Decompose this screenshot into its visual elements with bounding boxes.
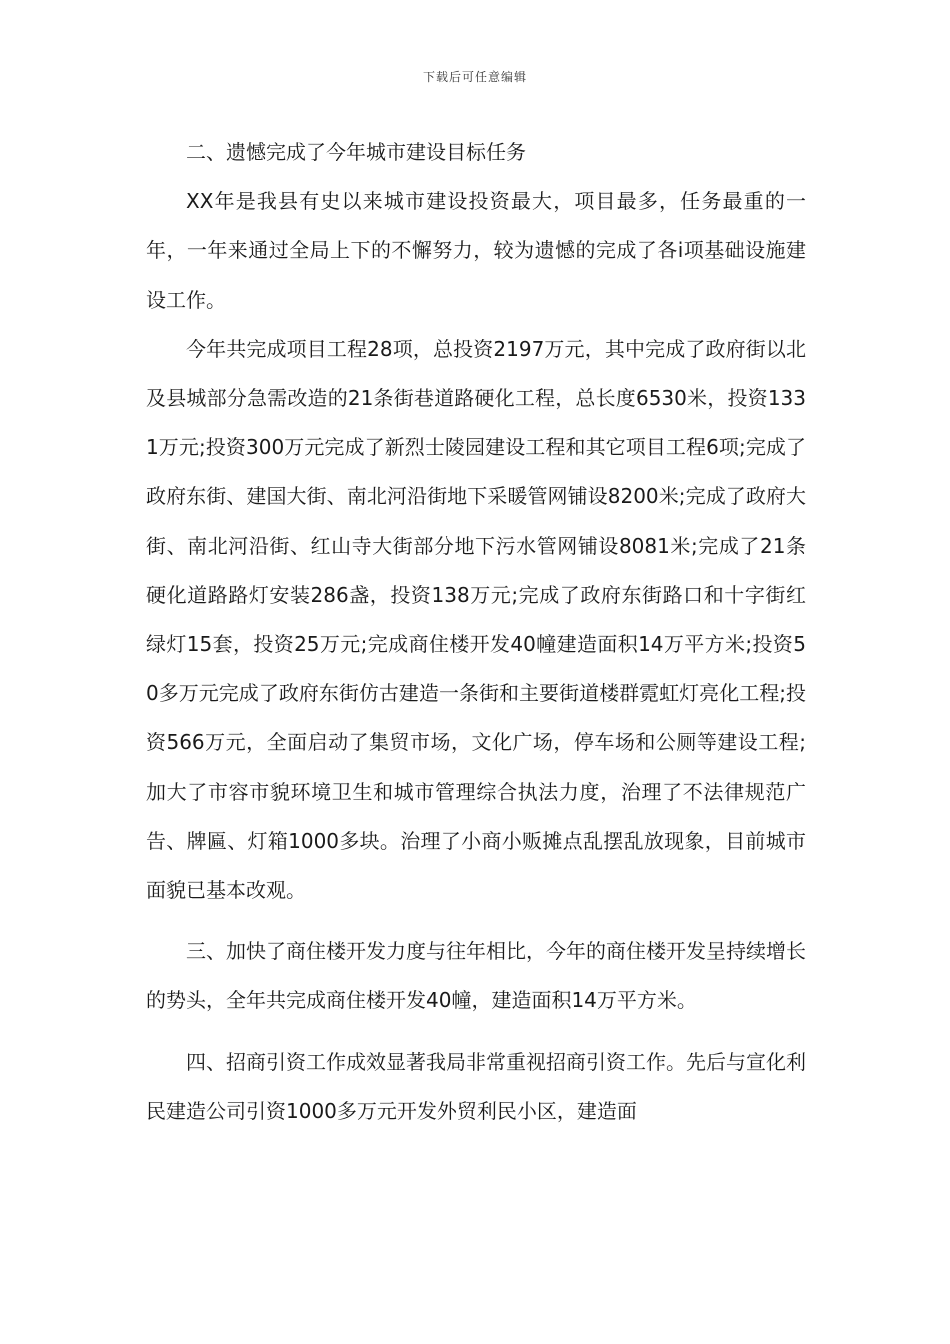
- header-note: 下载后可任意编辑: [422, 70, 527, 84]
- section-heading-2: 二、遗憾完成了今年城市建设目标任务: [186, 140, 526, 164]
- paragraph-section-4: 四、招商引资工作成效显著我局非常重视招商引资工作。先后与宣化利民建造公司引资1000多万元开发外贸利民小区，建造面: [146, 1049, 806, 1123]
- document-body: [146, 128, 806, 1136]
- paragraph-section-3: 三、加快了商住楼开发力度与往年相比，今年的商住楼开发呈持续增长的势头，全年共完成商住楼开发40幢，建造面积14万平方米。: [146, 939, 806, 1013]
- paragraph-projects: 今年共完成项目工程28项，总投资2197万元，其中完成了政府街以北及县城部分急需改造的21条街巷道路硬化工程，总长度6530米，投资1331万元;投资300万元完成了新烈士陵园建设工程和其它项目工程6项;完成了政府东街、建国大街、南北河沿街地下采暖管网铺设8200米;完成了政府大街、南北河沿街、红山寺大街部分地下污水管网铺设8081米;完成了21条硬化道路路灯安装286盏，投资138万元;完成了政府东街路口和十字街红绿灯15套，投资25万元;完成商住楼开发40幢建造面积14万平方米;投资50多万元完成了政府东街仿古建造一条街和主要街道楼群霓虹灯亮化工程;投资566万元，全面启动了集贸市场，文化广场，停车场和公厕等建设工程;加大了市容市貌环境卫生和城市管理综合执法力度，治理了不法律规范广告、牌匾、灯箱1000多块。治理了小商小贩摊点乱摆乱放现象，目前城市面貌已基本改观。: [146, 336, 806, 903]
- paragraph-intro: XX年是我县有史以来城市建设投资最大，项目最多，任务最重的一年，一年来通过全局上下的不懈努力，较为遗憾的完成了各i项基础设施建设工作。: [146, 189, 806, 312]
